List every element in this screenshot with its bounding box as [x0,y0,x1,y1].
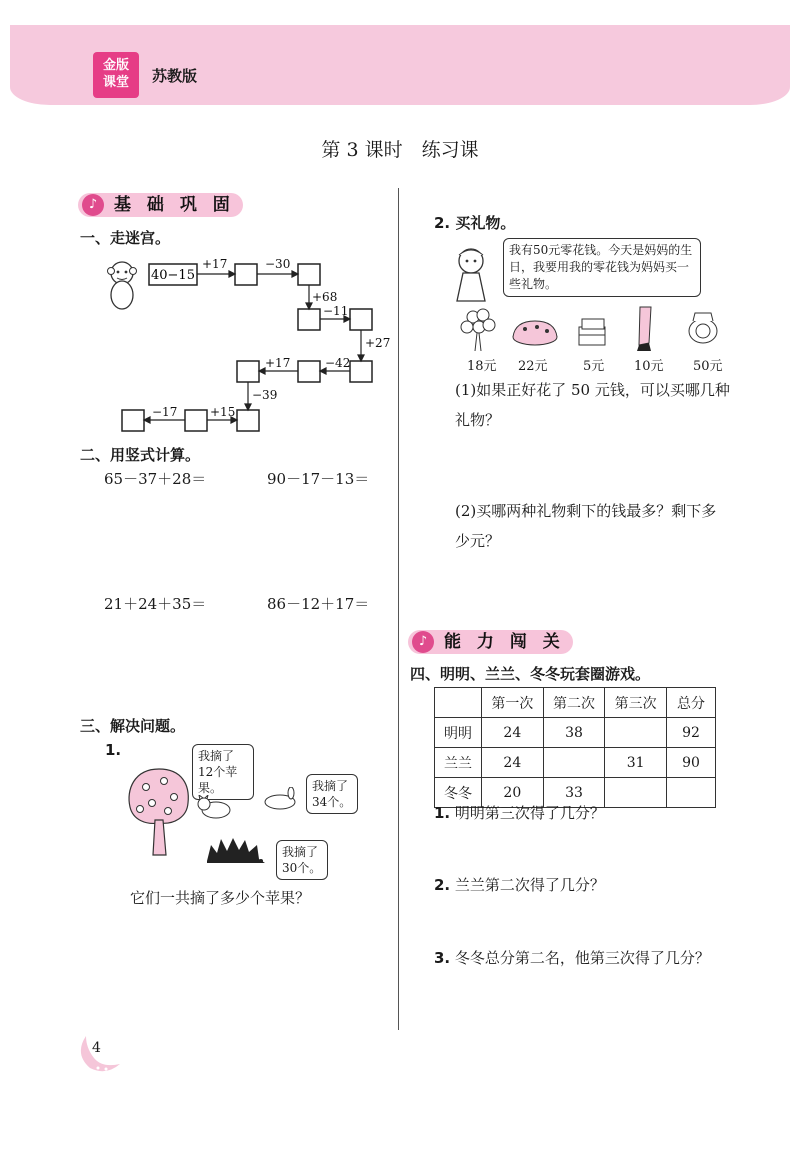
maze-answer-box [237,410,259,431]
music-note-icon: ♪ [82,194,104,216]
table-row [435,748,716,778]
section-banner-ability: ♪ 能 力 闯 关 [408,630,573,654]
column-header: 第三次 [605,688,667,718]
q4-heading: 四、明明、兰兰、冬冬玩套圈游戏。 [410,665,651,683]
table-cell: 31 [605,748,667,778]
maze-answer-box [298,264,320,285]
publisher-logo [93,52,139,98]
watch-icon [689,313,717,343]
table-cell: 24 [482,718,544,748]
maze-answer-box [122,410,144,431]
score-table [434,687,716,808]
logo-line1: 金版 [102,58,129,73]
column-header: 第二次 [543,688,605,718]
maze-answer-box [185,410,207,431]
gift-subquestion-2: (2)买哪两种礼物剩下的钱最多？剩下多少元？ [455,502,717,550]
section-banner-basic: ♪ 基 础 巩 固 [78,193,243,217]
price-label: 50元 [693,359,723,374]
table-cell [605,718,667,748]
page-title: 第 3 课时 练习课 [321,139,479,161]
table-cell: 24 [482,748,544,778]
table-cell: 90 [667,748,716,778]
table-cell: 明明 [435,718,482,748]
calc-expr: 65－37＋28＝ [104,470,207,488]
table-header-row [435,688,716,718]
price-label: 10元 [634,359,664,374]
music-note-icon: ♪ [412,631,434,653]
price-label: 22元 [518,359,548,374]
maze-op-label: −17 [152,405,178,419]
gift-heading: 2. 买礼物。 [434,214,516,232]
monkey-icon [108,262,137,309]
calc-expr: 86－12＋17＝ [267,595,370,613]
maze-figure [100,253,390,438]
gift-subquestion-1: (1)如果正好花了 50 元钱，可以买哪几种礼物？ [455,381,730,429]
table-cell: 38 [543,718,605,748]
logo-line2: 课堂 [102,75,129,90]
calc-expr: 90－17－13＝ [267,470,370,488]
cat-icon [196,795,236,821]
price-label: 5元 [583,359,605,374]
q3-question: 它们一共摘了多少个苹果？ [130,889,311,907]
table-cell [543,748,605,778]
hedgehog-icon [203,835,269,869]
maze-op-label: +68 [312,290,338,304]
table-cell: 33 [543,778,605,808]
q2-heading: 二、用竖式计算。 [80,446,201,464]
cake-icon [513,321,557,345]
price-label: 18元 [467,359,497,374]
q4-question-2: 2. 兰兰第二次得了几分？ [434,876,605,894]
speech-bubble: 我摘了30个。 [276,840,328,880]
apple-tree-icon [124,765,194,857]
girl-icon [449,245,497,305]
calc-expr: 21＋24＋35＝ [104,595,207,613]
bread-icon [579,319,605,345]
maze-op-label: +17 [265,356,291,370]
maze-answer-box [235,264,257,285]
q4-question-3: 3. 冬冬总分第二名，他第三次得了几分？ [434,949,710,967]
column-header: 总分 [667,688,716,718]
maze-op-label: +15 [210,405,236,419]
maze-answer-box [298,361,320,382]
table-cell: 冬冬 [435,778,482,808]
flower-icon [461,309,495,351]
column-divider [398,188,399,1030]
maze-answer-box [237,361,259,382]
maze-op-label: +27 [365,336,390,350]
page-number: 4 [92,1040,101,1056]
table-cell: 兰兰 [435,748,482,778]
maze-op-label: −42 [325,356,351,370]
maze-op-label: −11 [323,304,349,318]
q1-heading: 一、走迷宫。 [80,229,171,247]
speech-bubble: 我摘了34个。 [306,774,358,814]
rabbit-icon [258,787,300,811]
maze-answer-box [350,361,372,382]
table-row [435,718,716,748]
maze-op-label: −30 [265,257,291,271]
maze-answer-box [350,309,372,330]
maze-start-text: 40−15 [151,268,195,283]
scarf-icon [637,307,651,351]
gift-items [455,305,735,353]
table-cell: 20 [482,778,544,808]
maze-op-label: +17 [202,257,228,271]
edition-label: 苏教版 [152,67,198,85]
q4-question-1: 1. 明明第三次得了几分？ [434,804,605,822]
column-header: 第一次 [482,688,544,718]
speech-bubble: 我有50元零花钱。今天是妈妈的生日，我要用我的零花钱为妈妈买一些礼物。 [503,238,701,297]
maze-answer-box [298,309,320,330]
q3-heading: 三、解决问题。 [80,717,186,735]
speech-bubble: 我摘了12个苹果。 [192,744,254,800]
table-cell: 92 [667,718,716,748]
maze-op-label: −39 [252,388,278,402]
q3-number: 1. [105,741,122,759]
